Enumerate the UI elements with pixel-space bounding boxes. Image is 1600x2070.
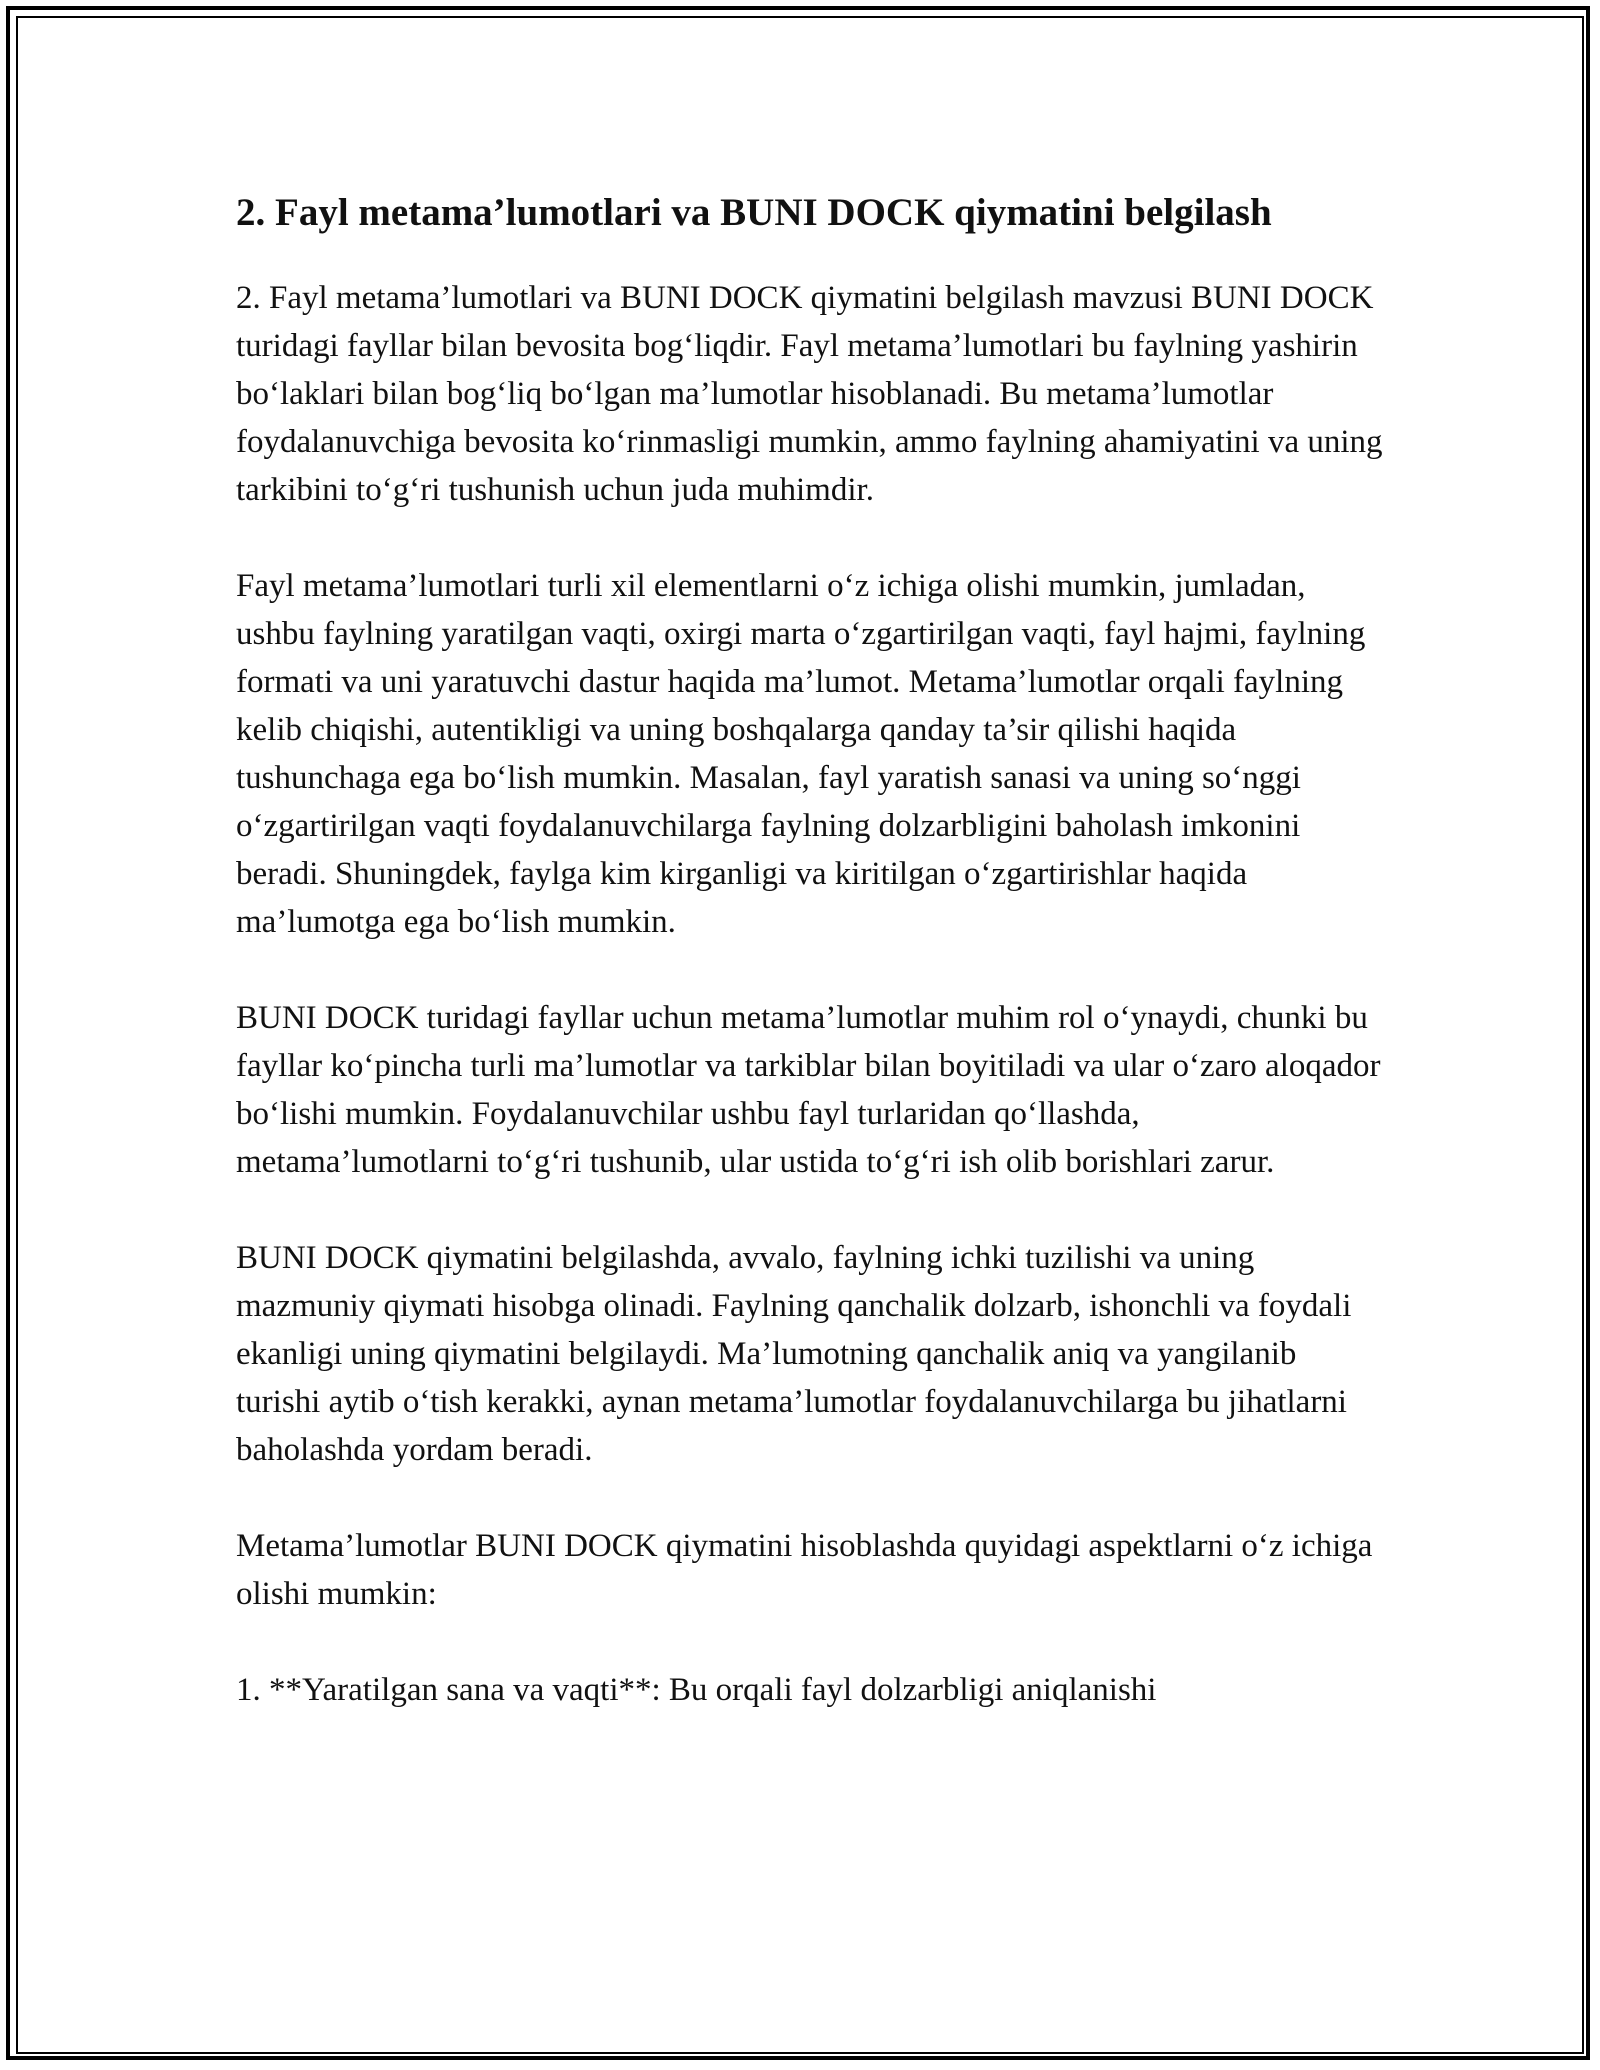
paragraph-metadata-elements: Fayl metama’lumotlari turli xil elementlarni o‘z ichiga olishi mumkin, jumladan, ushbu faylning yaratilgan vaqti, oxirgi marta o‘zgartirilgan vaqti, fayl hajmi, faylning formati va uni yaratuvchi dastur haqida ma’lumot. Metama’lumotlar orqali faylning kelib chiqishi, autentikligi va uning boshqalarga qanday ta’sir qilishi haqida tushunchaga ega bo‘lish mumkin. Masalan, fayl yaratish sanasi va uning so‘nggi o‘zgartirilgan vaqti foydalanuvchilarga faylning dolzarbligini baholash imkonini beradi. Shuningdek, faylga kim kirganligi va kiritilgan o‘zgartirishlar haqida ma’lumotga ega bo‘lish mumkin. — [236, 568, 1366, 940]
document-body — [236, 182, 1386, 1762]
list-item-creation-date: 1. **Yaratilgan sana va vaqti**: Bu orqali fayl dolzarbligi aniqlanishi — [236, 1672, 1157, 1708]
paragraph-aspects-intro: Metama’lumotlar BUNI DOCK qiymatini hisoblashda quyidagi aspektlarni o‘z ichiga olishi mumkin: — [236, 1528, 1373, 1612]
paragraph-intro: 2. Fayl metama’lumotlari va BUNI DOCK qiymatini belgilash mavzusi BUNI DOCK turidagi fayllar bilan bevosita bog‘liqdir. Fayl metama’lumotlari bu faylning yashirin bo‘laklari bilan bog‘liq bo‘lgan ma’lumotlar hisoblanadi. Bu metama’lumotlar foydalanuvchiga bevosita ko‘rinmasligi mumkin, ammo faylning ahamiyatini va uning tarkibini to‘g‘ri tushunish uchun juda muhimdir. — [236, 280, 1383, 508]
paragraph-value-determination: BUNI DOCK qiymatini belgilashda, avvalo, faylning ichki tuzilishi va uning mazmuniy qiymati hisobga olinadi. Faylning qanchalik dolzarb, ishonchli va foydali ekanligi uning qiymatini belgilaydi. Ma’lumotning qanchalik aniq va yangilanib turishi aytib o‘tish kerakki, aynan metama’lumotlar foydalanuvchilarga bu jihatlarni baholashda yordam beradi. — [236, 1240, 1352, 1468]
paragraph-buni-dock-role: BUNI DOCK turidagi fayllar uchun metama’lumotlar muhim rol o‘ynaydi, chunki bu fayllar ko‘pincha turli ma’lumotlar va tarkiblar bilan boyitiladi va ular o‘zaro aloqador bo‘lishi mumkin. Foydalanuvchilar ushbu fayl turlaridan qo‘llashda, metama’lumotlarni to‘g‘ri tushunib, ular ustida to‘g‘ri ish olib borishlari zarur. — [236, 1000, 1381, 1180]
section-heading: 2. Fayl metama’lumotlari va BUNI DOCK qiymatini belgilash — [236, 191, 1272, 234]
